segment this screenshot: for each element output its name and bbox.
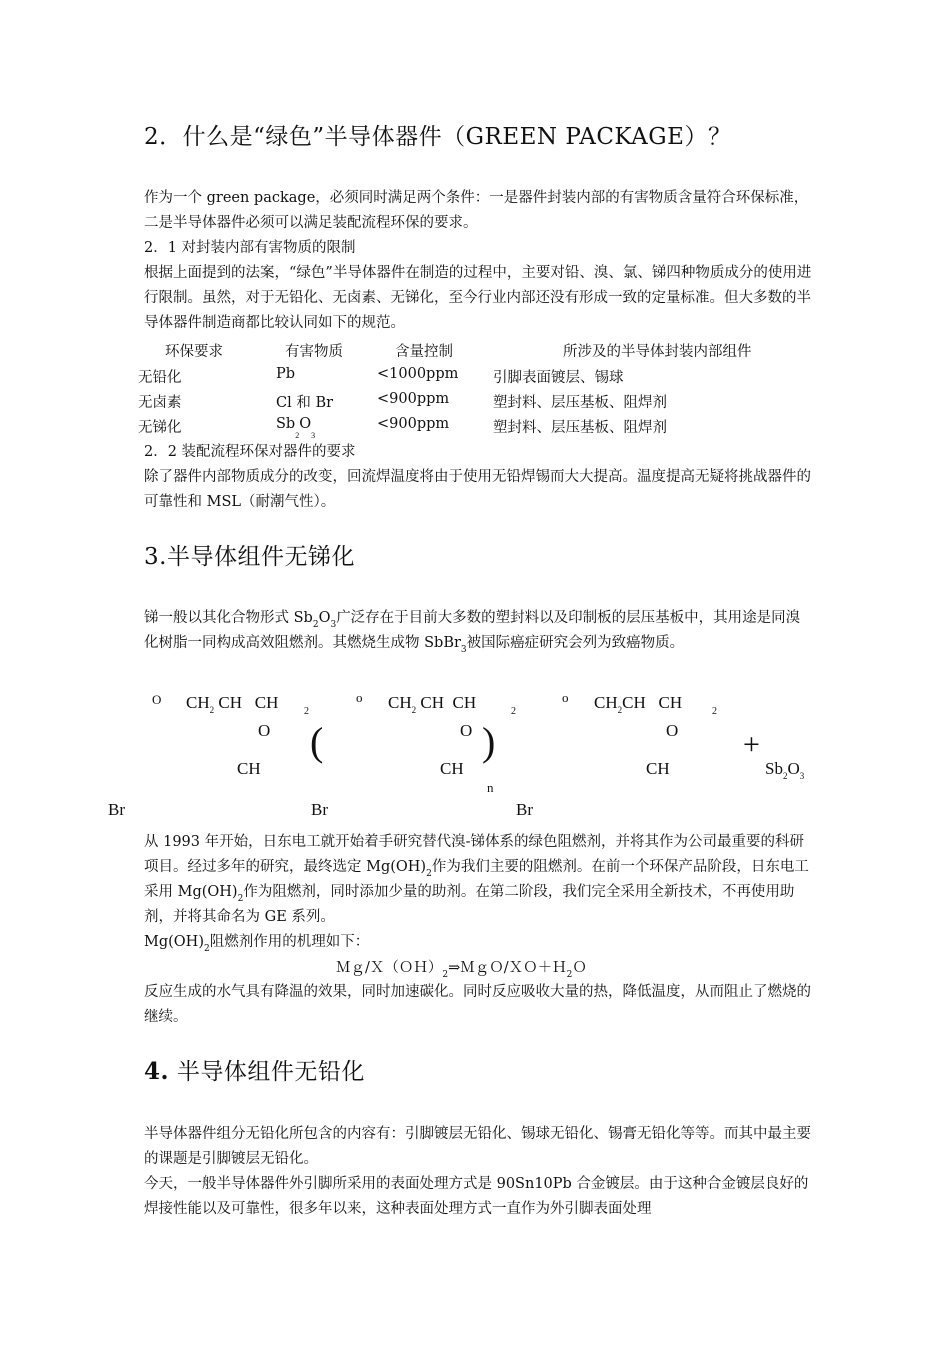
table-cell xyxy=(276,416,316,440)
chem-ring-o: O xyxy=(460,721,473,740)
plus-sign: + xyxy=(743,728,760,761)
mechanism-intro: $Mg(OH)_2$阻燃剂作用的机理如下： xyxy=(144,934,370,954)
chem-br: Br xyxy=(311,800,328,819)
table-header: 有害物质 xyxy=(285,344,343,360)
table-cell: 无锑化 xyxy=(138,420,182,436)
section-2-2-paragraph: 除了器件内部物质成分的改变，回流焊温度将由于使用无铅焊锡而大大提高。温度提高无疑将挑战器件的可靠性和 MSL（耐潮气性）。 xyxy=(144,469,811,510)
sb-o: O xyxy=(299,416,312,432)
chem-ch: CH xyxy=(237,759,261,778)
chem-ring-o: O xyxy=(666,721,679,740)
table-cell: Pb xyxy=(276,366,296,382)
chem-sub-2: 2 xyxy=(511,706,516,717)
table-cell: 无铅化 xyxy=(138,370,182,386)
section-3-paragraph-1: 锑一般以其化合物形式 $Sb_2O_3$广泛存在于目前大多数的塑封料以及印制板的层压基板中，其用途是同溴化树脂一同构成高效阻燃剂。其燃烧生成物 SbBr$_3$被国际癌症研究会列为致癌物质。 xyxy=(144,610,801,655)
section-2-title: 2．什么是“绿色”半导体器件（GREEN PACKAGE）？ xyxy=(144,124,732,150)
subsection-2-1-title: 2．1 对封装内部有害物质的限制 xyxy=(144,240,356,256)
chem-br: Br xyxy=(108,800,125,819)
table-header: 环保要求 xyxy=(165,344,223,360)
reaction-equation: $Mg/X(OH)_2\Rightarrow MgO/XO+H_2O$ xyxy=(336,960,587,980)
chem-group: $CH_2CH$ CH xyxy=(594,693,683,715)
section-3-title: 3.半导体组件无锑化 xyxy=(144,544,355,570)
section-3-paragraph-3: 反应生成的水气具有降温的效果，同时加速碳化。同时反应吸收大量的热，降低温度，从而阻止了燃烧的继续。 xyxy=(144,984,811,1025)
table-cell: 塑封料、层压基板、阻焊剂 xyxy=(493,420,667,436)
table-cell: 无卤素 xyxy=(138,395,182,411)
section-3-paragraph-2: 从 1993 年开始，日东电工就开始着手研究替代溴-锑体系的绿色阻燃剂，并将其作为公司最重要的科研项目。经过多年的研究，最终选定 $Mg(OH)_2$作为我们主要的阻燃剂。在前一个环保产品阶段，日东电工采用 $Mg(OH)_2$作为阻燃剂，同时添加少量的助剂。在第二阶段，我们完全采用全新技术，不再使用助剂，并将其命名为 GE 系列。 xyxy=(144,834,809,925)
right-paren: ) xyxy=(482,719,496,764)
section-4-paragraph-2: 今天，一般半导体器件外引脚所采用的表面处理方式是 90Sn10Pb 合金镀层。由于这种合金镀层良好的焊接性能以及可靠性，很多年以来，这种表面处理方式一直作为外引脚表面处理 xyxy=(144,1176,809,1217)
chem-group: $CH_2$ CH CH xyxy=(186,693,279,715)
table-header: 含量控制 xyxy=(395,344,453,360)
section-4-title: 4. 半导体组件无铅化 xyxy=(144,1058,365,1085)
subsection-2-2-title: 2．2 装配流程环保对器件的要求 xyxy=(144,444,356,460)
section-2-1-paragraph: 根据上面提到的法案，“绿色”半导体器件在制造的过程中，主要对铅、溴、氯、锑四种物质成分的使用进行限制。虽然，对于无铅化、无卤素、无锑化，至今行业内部还没有形成一致的定量标准。但大多数的半导体器件制造商都比较认同如下的规范。 xyxy=(144,265,812,331)
table-cell: <900ppm xyxy=(377,416,450,432)
chem-o: O xyxy=(152,692,162,707)
table-cell: 引脚表面镀层、锡球 xyxy=(493,370,624,386)
chem-n: n xyxy=(487,780,494,795)
chem-ch: CH xyxy=(646,759,670,778)
sb-text: Sb xyxy=(276,416,296,432)
sb-sub-2: 2 xyxy=(295,431,300,440)
table-cell: <900ppm xyxy=(377,391,450,407)
chem-br: Br xyxy=(516,800,533,819)
chem-sub-2: 2 xyxy=(712,706,717,717)
table-cell: <1000ppm xyxy=(377,366,459,382)
chem-group: $CH_2$ CH CH xyxy=(388,693,477,715)
sb2o3: $Sb_2O_3$ xyxy=(765,759,805,781)
sb-sub-3: 3 xyxy=(311,431,316,440)
chem-o: o xyxy=(356,690,363,705)
section-4-paragraph-1: 半导体器件组分无铅化所包含的内容有：引脚镀层无铅化、锡球无铅化、锡膏无铅化等等。而其中最主要的课题是引脚镀层无铅化。 xyxy=(144,1126,811,1167)
chem-ring-o: O xyxy=(258,721,271,740)
table-header: 所涉及的半导体封装内部组件 xyxy=(563,344,752,360)
left-paren: ( xyxy=(310,719,324,764)
chem-ch: CH xyxy=(440,759,464,778)
chem-o: o xyxy=(562,690,569,705)
section-2-intro: 作为一个 green package，必须同时满足两个条件：一是器件封装内部的有害物质含量符合环保标准，二是半导体器件必须可以满足装配流程环保的要求。 xyxy=(144,190,809,231)
chem-sub-2: 2 xyxy=(304,706,309,717)
table-cell: Cl 和 Br xyxy=(276,395,334,411)
table-cell: 塑封料、层压基板、阻焊剂 xyxy=(493,395,667,411)
